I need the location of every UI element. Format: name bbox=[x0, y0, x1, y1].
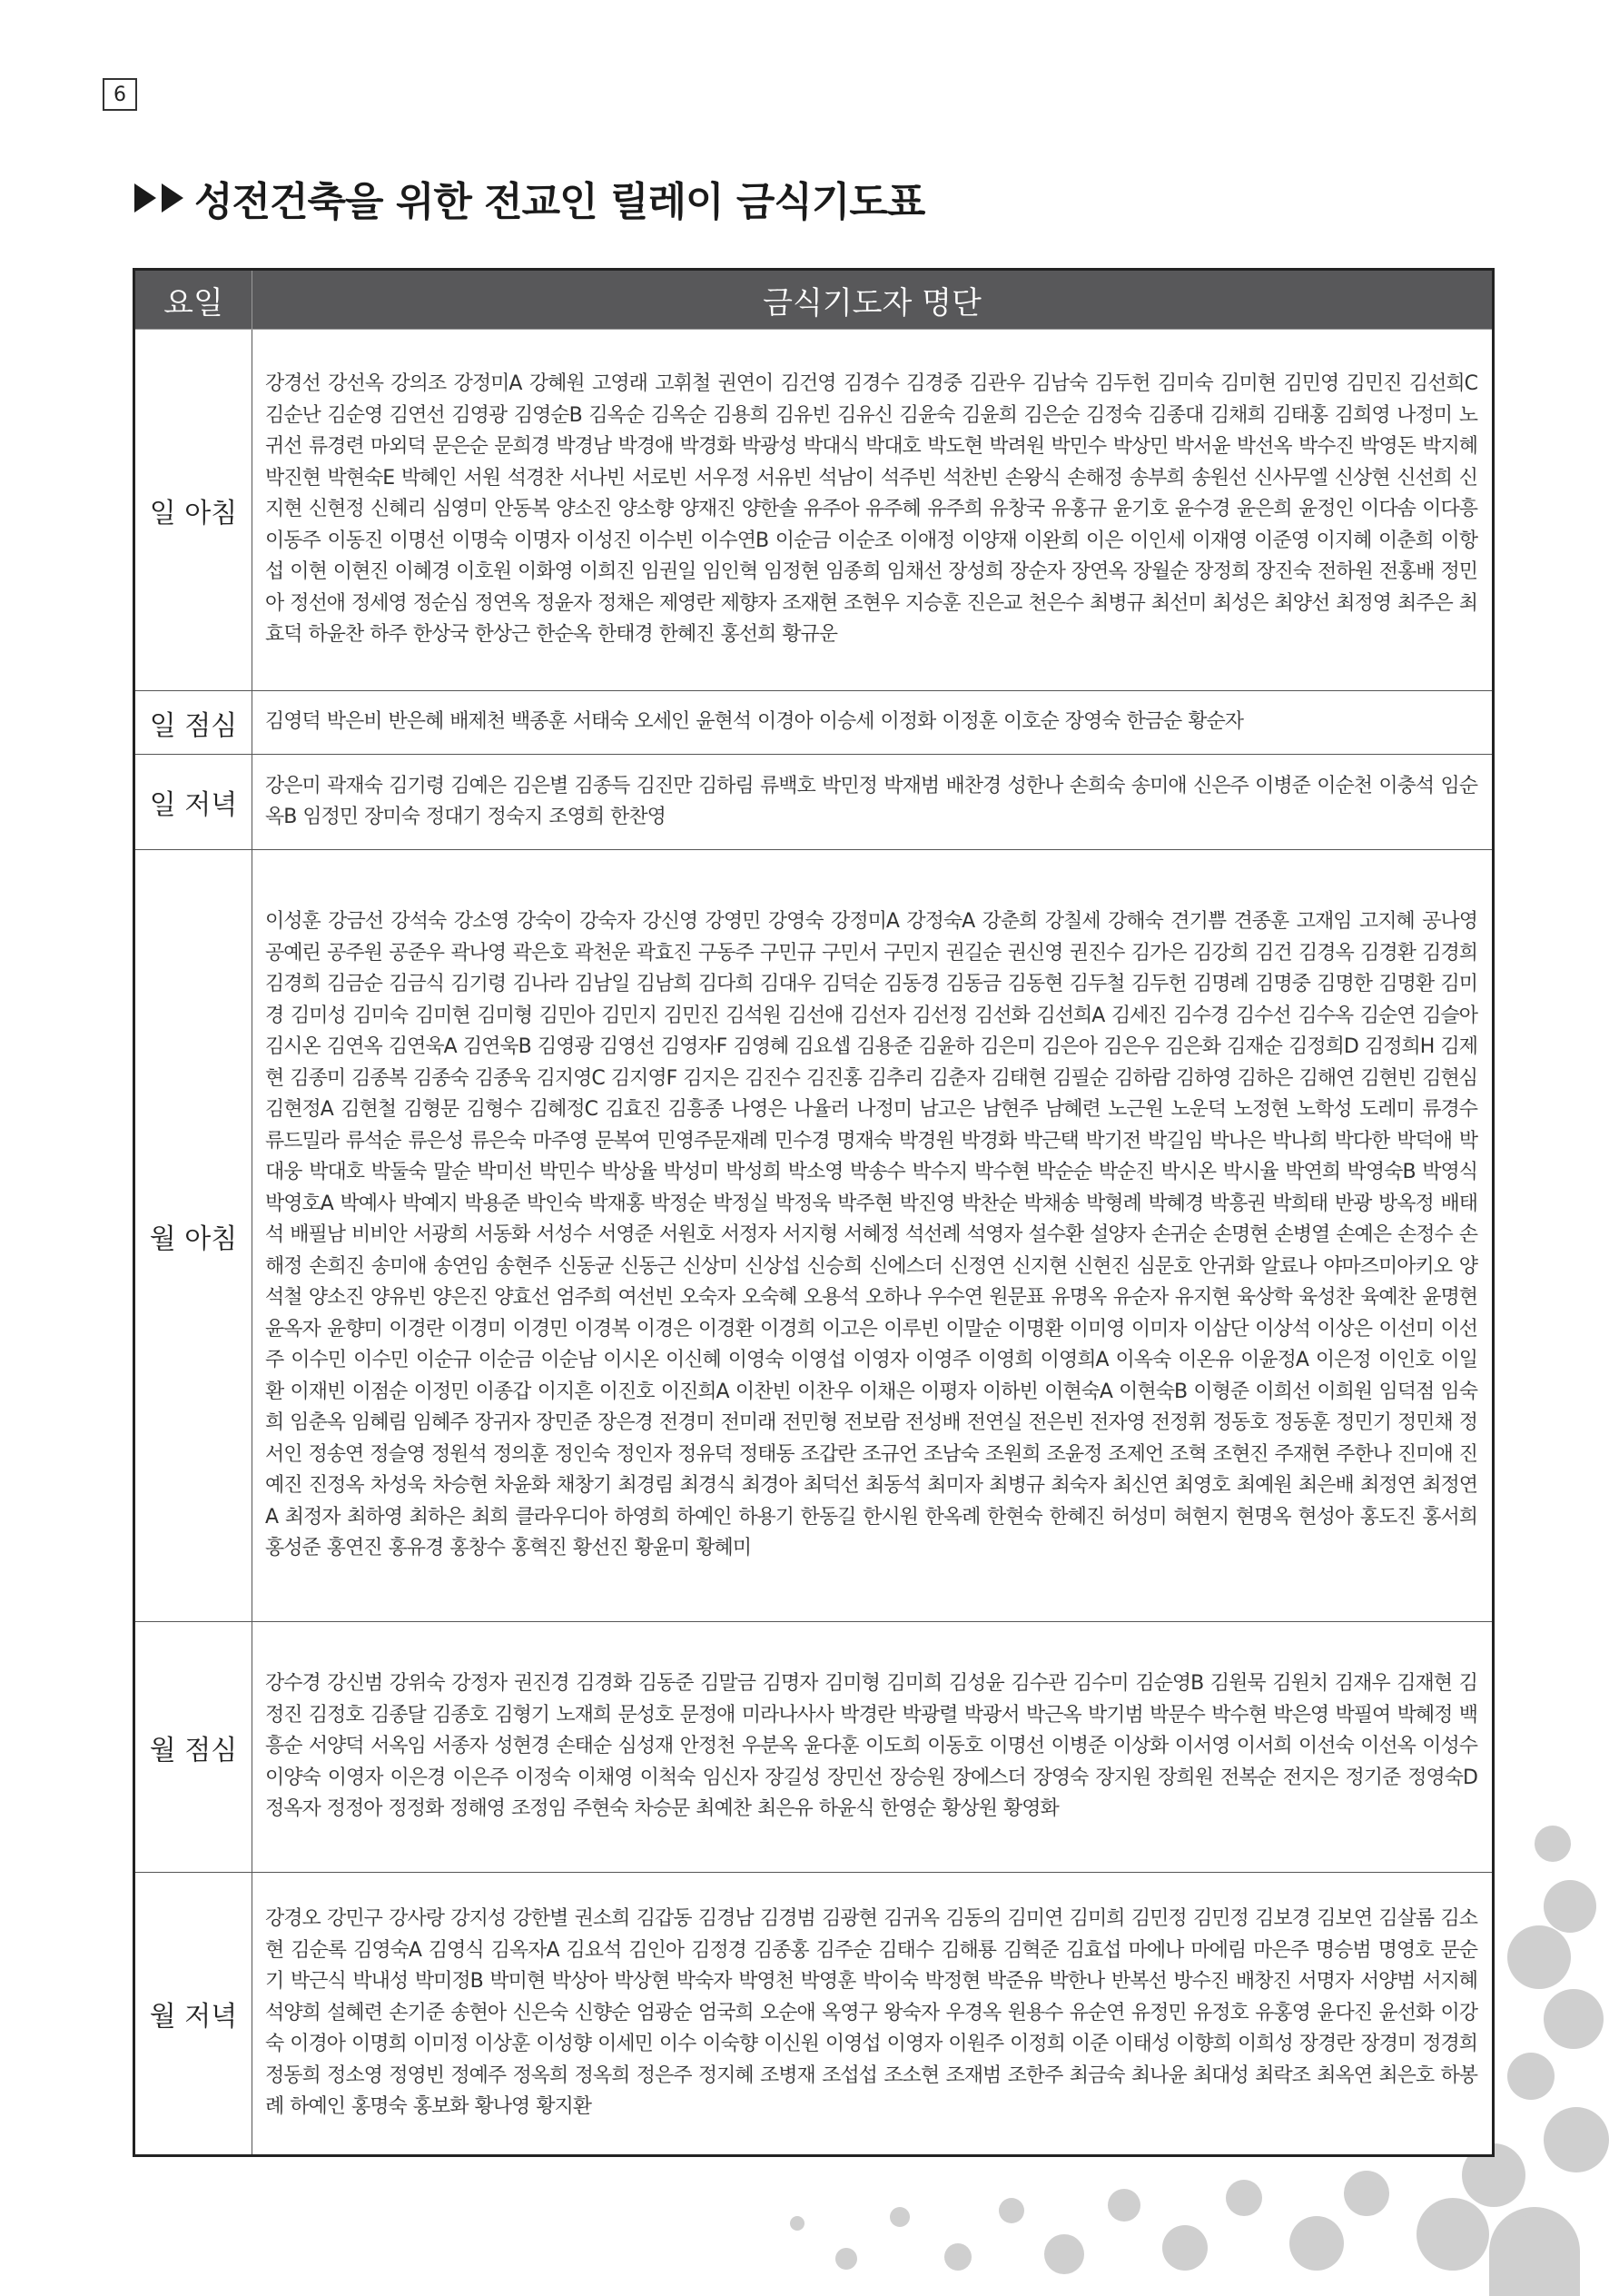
decorative-dot bbox=[944, 2243, 972, 2271]
table-row bbox=[134, 850, 1494, 1622]
page-title-text: 성전건축을 위한 전교인 릴레이 금식기도표 bbox=[194, 179, 925, 225]
names-cell: 강경오 강민구 강사랑 강지성 강한별 권소희 김갑동 김경남 김경범 김광현 김귀옥 김동의 김미연 김미희 김민정 김민정 김보경 김보연 김살롬 김소현 김순록 김영숙A 김영식 김옥자A 김요석 김인아 김정경 김종홍 김주순 김태수 김해룡 김혁준 김효섭 마에나 마에림 마은주 명승범 명영호 문순기 박근식 박내성 박미정B 박미현 박상아 박상현 박숙자 박영천 박영훈 박이숙 박정현 박준유 박한나 반복선 방수진 배창진 서명자 서양범 서지혜 석양희 설혜련 손기준 송현아 신은숙 신향순 엄광순 엄국희 오순애 옥영구 왕숙자 우경옥 원용수 유순연 유정민 유정호 유홍영 윤다진 윤선화 이강숙 이경아 이명희 이미정 이상훈 이성향 이세민 이수 이숙향 이신원 이영섭 이영자 이원주 이정희 이준 이태성 이향희 이희성 장경란 장경미 정경희 정동희 정소영 정영빈 정예주 정옥희 정옥희 정은주 정지혜 조병재 조섭섭 조소현 조재범 조한주 최금숙 최나윤 최대성 최락조 최옥연 최은호 하봉례 하예인 홍명숙 홍보화 황나영 황지환 bbox=[252, 1873, 1494, 2156]
decorative-dot bbox=[999, 2198, 1024, 2223]
decorative-dot bbox=[1544, 2107, 1609, 2172]
names-cell: 강경선 강선옥 강의조 강정미A 강혜원 고영래 고휘철 권연이 김건영 김경수 김경중 김관우 김남숙 김두헌 김미숙 김미현 김민영 김민진 김선희C 김순난 김순영 김연선 김영광 김영순B 김옥순 김옥순 김용희 김유빈 김유신 김윤숙 김윤희 김은순 김정숙 김종대 김채희 김태홍 김희영 나정미 노귀선 류경련 마외덕 문은순 문희경 박경남 박경애 박경화 박광성 박대식 박대호 박도현 박려원 박민수 박상민 박서윤 박선옥 박수진 박영돈 박지혜 박진현 박현숙E 박혜인 서원 석경찬 서나빈 서로빈 서우정 서유빈 석남이 석주빈 석찬빈 손왕식 손해정 송부희 송원선 신사무엘 신상현 신선희 신지현 신현정 신혜리 심영미 안동복 양소진 양소향 양재진 양한솔 유주아 유주혜 유주희 유창국 유홍규 윤기호 윤수경 윤은희 윤정인 이다솜 이다흥 이동주 이동진 이명선 이명숙 이명자 이성진 이수빈 이수연B 이순금 이순조 이애정 이양재 이완희 이은 이인세 이재영 이준영 이지혜 이춘희 이항섭 이현 이현진 이혜경 이호원 이화영 이희진 임권일 임인혁 임정현 임종희 임채선 장성희 장순자 장연옥 장월순 장정희 장진숙 전하원 전홍배 정민아 정선애 정세영 정순심 정연옥 정윤자 정채은 제영란 제향자 조재현 조현우 지승훈 진은교 천은수 최병규 최선미 최성은 최양선 최정영 최주은 최효덕 하윤찬 하주 한상국 한상근 한순옥 한태경 한혜진 홍선희 황규운 bbox=[252, 330, 1494, 691]
page-title bbox=[134, 169, 924, 227]
decorative-dot bbox=[1535, 1826, 1571, 1862]
fasting-prayer-table bbox=[133, 268, 1495, 2157]
header-names: 금식기도자 명단 bbox=[252, 270, 1494, 330]
day-cell: 월 저녁 bbox=[134, 1873, 252, 2156]
triangle-bullet-icon bbox=[134, 183, 156, 213]
decorative-dot bbox=[1044, 2234, 1084, 2274]
decorative-dot bbox=[1108, 2189, 1140, 2222]
day-cell: 월 아침 bbox=[134, 850, 252, 1622]
decorative-dot bbox=[890, 2207, 910, 2227]
decorative-dot bbox=[790, 2216, 804, 2231]
decorative-dot bbox=[1417, 2198, 1489, 2271]
day-cell: 월 점심 bbox=[134, 1622, 252, 1873]
table-header-row bbox=[134, 270, 1494, 330]
decorative-dot bbox=[1507, 2216, 1549, 2258]
triangle-bullet-icon bbox=[162, 183, 183, 213]
day-cell: 일 아침 bbox=[134, 330, 252, 691]
table-row bbox=[134, 1622, 1494, 1873]
decorative-dot bbox=[1162, 2225, 1208, 2271]
header-day: 요일 bbox=[134, 270, 252, 330]
names-cell: 이성훈 강금선 강석숙 강소영 강숙이 강숙자 강신영 강영민 강영숙 강정미A 강정숙A 강춘희 강칠세 강해숙 견기쁨 견종훈 고재임 고지혜 공나영 공예린 공주원 공준우 곽나영 곽은호 곽천운 곽효진 구동주 구민규 구민서 구민지 권길순 권신영 권진수 김가은 김강희 김건 김경옥 김경환 김경희 김경희 김금순 김금식 김기령 김나라 김남일 김남희 김다희 김대우 김덕순 김동경 김동금 김동현 김두철 김두헌 김명례 김명중 김명한 김명환 김미경 김미성 김미숙 김미현 김미형 김민아 김민지 김민진 김석원 김선애 김선자 김선정 김선화 김선희A 김세진 김수경 김수선 김수옥 김순연 김슬아 김시온 김연옥 김연욱A 김연욱B 김영광 김영선 김영자F 김영혜 김요셉 김용준 김윤하 김은미 김은아 김은우 김은화 김재순 김정희D 김정희H 김제현 김종미 김종복 김종숙 김종욱 김지영C 김지영F 김지은 김진수 김진홍 김추리 김춘자 김태현 김필순 김하람 김하영 김하은 김해연 김현빈 김현심 김현정A 김현철 김형문 김형수 김혜정C 김효진 김흥종 나영은 나율러 나정미 남고은 남현주 남혜련 노근원 노운덕 노정현 노학성 도레미 류경수 류드밀라 류석순 류은성 류은숙 마주영 문복여 민영주문재례 민수경 명재숙 박경원 박경화 박근택 박기전 박길임 박나은 박나희 박다한 박덕애 박대웅 박대호 박둘숙 말순 박미선 박민수 박상율 박성미 박성희 박소영 박송수 박수지 박수현 박순순 박순진 박시온 박시율 박연희 박영숙B 박영식 박영호A 박예사 박예지 박용준 박인숙 박재홍 박정순 박정실 박정욱 박주현 박진영 박찬순 박채송 박형례 박혜경 박흥권 박희태 반광 방옥정 배태석 배필남 비비안 서광희 서동화 서성수 서영준 서원호 서정자 서지형 서혜정 석선례 석영자 설수환 설양자 손귀순 손명현 손병열 손예은 손정수 손해정 손희진 송미애 송연임 송현주 신동균 신동근 신상미 신상섭 신승희 신에스더 신정연 신지현 신현진 심문호 안귀화 알료나 야마즈미아키오 양석철 양소진 양유빈 양은진 양효선 엄주희 여선빈 오숙자 오숙혜 오용석 오하나 우수연 원문표 유명옥 유순자 유지현 육상학 육성찬 육예찬 윤명현 윤옥자 윤향미 이경란 이경미 이경민 이경복 이경은 이경환 이경희 이고은 이루빈 이말순 이명환 이미영 이미자 이삼단 이상석 이상은 이선미 이선주 이수민 이수민 이순규 이순금 이순남 이시온 이신혜 이영숙 이영섭 이영자 이영주 이영희 이영희A 이옥숙 이온유 이윤정A 이은정 이인호 이일환 이재빈 이점순 이정민 이종갑 이지흔 이진호 이진희A 이찬빈 이찬우 이채은 이평자 이하빈 이현숙A 이현숙B 이형준 이희선 이희원 임덕점 임숙희 임춘옥 임혜림 임혜주 장귀자 장민준 장은경 전경미 전미래 전민형 전보람 전성배 전연실 전은빈 전자영 전정휘 정동호 정동훈 정민기 정민채 정서인 정송연 정슬영 정원석 정의훈 정인숙 정인자 정유덕 정태동 조갑란 조규언 조남숙 조원희 조윤정 조제언 조혁 조현진 주재현 주한나 진미애 진예진 진정옥 차성욱 차승현 차윤화 채창기 최경림 최경식 최경아 최덕선 최동석 최미자 최병규 최숙자 최신연 최영호 최예원 최은배 최정연 최정연A 최정자 최하영 최하은 최희 클라우디아 하영희 하예인 하용기 한동길 한시원 한옥례 한현숙 한혜진 허성미 혀현지 현명옥 현성아 홍도진 홍서희 홍성준 홍연진 홍유경 홍창수 홍혁진 황선진 황윤미 황혜미 bbox=[252, 850, 1494, 1622]
day-cell: 일 저녁 bbox=[134, 755, 252, 850]
names-cell: 김영덕 박은비 반은혜 배제천 백종훈 서태숙 오세인 윤현석 이경아 이승세 이정화 이정훈 이호순 장영숙 한금순 황순자 bbox=[252, 691, 1494, 755]
decorative-dot bbox=[1507, 1925, 1571, 1989]
decorative-dot bbox=[1507, 2053, 1555, 2100]
decorative-dot bbox=[1289, 2216, 1344, 2271]
table-row bbox=[134, 691, 1494, 755]
table-row bbox=[134, 1873, 1494, 2156]
decorative-dot bbox=[1226, 2180, 1262, 2216]
decorative-dot bbox=[1544, 1880, 1596, 1933]
decorative-dot bbox=[1544, 1989, 1604, 2049]
day-cell: 일 점심 bbox=[134, 691, 252, 755]
table-row bbox=[134, 755, 1494, 850]
page-number: 6 bbox=[103, 78, 137, 111]
table-row bbox=[134, 330, 1494, 691]
names-cell: 강은미 곽재숙 김기령 김예은 김은별 김종득 김진만 김하림 류백호 박민정 박재범 배찬경 성한나 손희숙 송미애 신은주 이병준 이순천 이충석 임순옥B 임정민 장미숙 정대기 정숙지 조영희 한찬영 bbox=[252, 755, 1494, 850]
decorative-dot bbox=[1344, 2171, 1389, 2216]
decorative-dot bbox=[835, 2248, 857, 2270]
names-cell: 강수경 강신범 강위숙 강정자 권진경 김경화 김동준 김말금 김명자 김미형 김미희 김성윤 김수관 김수미 김순영B 김원묵 김원치 김재우 김재현 김정진 김정호 김종달 김종호 김형기 노재희 문성호 문정애 미라나사사 박경란 박광렬 박광서 박근옥 박기범 박문수 박수현 박은영 박필여 박혜정 백흥순 서양덕 서옥임 서종자 성현경 손태순 심성재 안정천 우분옥 윤다훈 이도희 이동호 이명선 이병준 이상화 이서영 이서희 이선숙 이선옥 이성수 이양숙 이영자 이은경 이은주 이정숙 이채영 이척숙 임신자 장길성 장민선 장승원 장에스더 장영숙 장지원 장희원 전복순 전지은 정기준 정영숙D 정옥자 정정아 정정화 정해영 조정임 주현숙 차승문 최예찬 최은유 하윤식 한영순 황상원 황영화 bbox=[252, 1622, 1494, 1873]
